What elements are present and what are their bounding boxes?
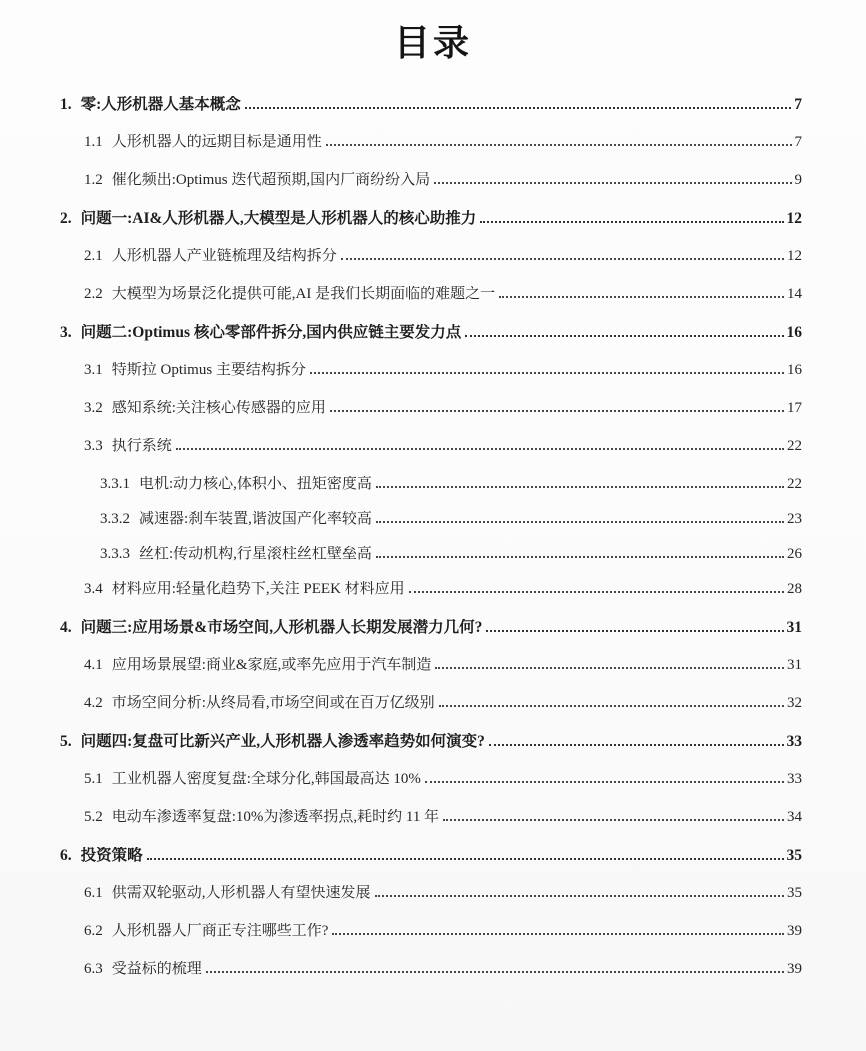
toc-entry[interactable] xyxy=(60,695,802,712)
toc-leader-dots xyxy=(486,629,783,632)
toc-entry-number: 6.1 xyxy=(84,885,103,901)
toc-entry-page: 17 xyxy=(787,400,802,416)
toc-entry-number: 3.2 xyxy=(84,400,103,416)
toc-entry-page: 32 xyxy=(787,695,802,711)
toc-leader-dots xyxy=(330,409,784,412)
toc-leader-dots xyxy=(409,590,784,593)
toc-entry-page: 22 xyxy=(787,438,802,454)
toc-entry[interactable] xyxy=(60,771,802,788)
toc-entry-page: 9 xyxy=(794,172,802,188)
toc-leader-dots xyxy=(147,857,784,860)
toc-entry-label: 丝杠:传动机构,行星滚柱丝杠壁垒高 xyxy=(139,546,372,562)
toc-entry-page: 16 xyxy=(786,324,802,341)
toc-leader-dots xyxy=(439,704,784,707)
toc-entry[interactable] xyxy=(60,210,802,227)
toc-leader-dots xyxy=(376,520,784,523)
toc-entry-number: 3.3.3 xyxy=(100,546,130,562)
toc-entry[interactable] xyxy=(60,657,802,674)
toc-entry-number: 3.1 xyxy=(84,362,103,378)
toc-entry-label: 市场空间分析:从终局看,市场空间或在百万亿级别 xyxy=(111,695,435,711)
toc-entry-number: 1. xyxy=(60,96,72,113)
toc-entry-number: 1.1 xyxy=(84,134,103,150)
toc-entry[interactable] xyxy=(60,400,802,417)
toc-entry[interactable] xyxy=(60,248,802,265)
toc-entry-page: 7 xyxy=(794,96,802,113)
toc-entry[interactable] xyxy=(60,324,802,341)
toc-entry-label: 感知系统:关注核心传感器的应用 xyxy=(111,400,326,416)
toc-entry-page: 31 xyxy=(786,619,802,636)
toc-entry[interactable] xyxy=(60,96,802,113)
toc-entry-page: 33 xyxy=(786,733,802,750)
toc-entry-number: 3.4 xyxy=(84,581,103,597)
toc-entry-label: 工业机器人密度复盘:全球分化,韩国最高达 10% xyxy=(111,771,421,787)
toc-entry-label: 人形机器人产业链梳理及结构拆分 xyxy=(111,248,337,264)
toc-entry-page: 7 xyxy=(794,134,802,150)
toc-leader-dots xyxy=(332,932,784,935)
toc-entry[interactable] xyxy=(60,511,802,528)
toc-entry-number: 4.2 xyxy=(84,695,103,711)
toc-entry-label: 人形机器人厂商正专注哪些工作? xyxy=(111,923,329,939)
toc-entry-number: 3. xyxy=(60,324,72,341)
toc-leader-dots xyxy=(499,295,784,298)
toc-entry[interactable] xyxy=(60,134,802,151)
toc-entry-page: 35 xyxy=(787,885,802,901)
toc-entry-page: 16 xyxy=(787,362,802,378)
toc-entry[interactable] xyxy=(60,809,802,826)
toc-entry-page: 33 xyxy=(787,771,802,787)
toc-entry-page: 31 xyxy=(787,657,802,673)
toc-entry-label: 人形机器人的远期目标是通用性 xyxy=(111,134,322,150)
toc-entry-number: 3.3.2 xyxy=(100,511,130,527)
toc-entry-label: 大模型为场景泛化提供可能,AI 是我们长期面临的难题之一 xyxy=(111,286,496,302)
toc-entry-page: 35 xyxy=(786,847,802,864)
toc-entry-label: 电机:动力核心,体积小、扭矩密度高 xyxy=(139,476,372,492)
table-of-contents xyxy=(0,96,866,978)
toc-entry-label: 供需双轮驱动,人形机器人有望快速发展 xyxy=(111,885,371,901)
toc-entry-label: 问题一:AI&人形机器人,大模型是人形机器人的核心助推力 xyxy=(80,210,477,227)
toc-entry-label: 特斯拉 Optimus 主要结构拆分 xyxy=(111,362,306,378)
toc-leader-dots xyxy=(376,485,784,488)
toc-leader-dots xyxy=(435,666,784,669)
toc-entry-label: 零:人形机器人基本概念 xyxy=(80,96,241,113)
toc-entry-number: 6.2 xyxy=(84,923,103,939)
toc-entry-page: 14 xyxy=(787,286,802,302)
toc-entry[interactable] xyxy=(60,476,802,493)
toc-leader-dots xyxy=(425,780,784,783)
toc-entry-page: 28 xyxy=(787,581,802,597)
toc-entry-number: 6. xyxy=(60,847,72,864)
toc-entry-page: 12 xyxy=(787,248,802,264)
toc-entry[interactable] xyxy=(60,286,802,303)
toc-entry-page: 39 xyxy=(787,923,802,939)
toc-leader-dots xyxy=(176,447,784,450)
toc-leader-dots xyxy=(465,334,783,337)
toc-entry-number: 4. xyxy=(60,619,72,636)
toc-entry-number: 2. xyxy=(60,210,72,227)
toc-leader-dots xyxy=(310,371,784,374)
toc-entry-label: 材料应用:轻量化趋势下,关注 PEEK 材料应用 xyxy=(111,581,405,597)
toc-entry-number: 5.2 xyxy=(84,809,103,825)
toc-leader-dots xyxy=(375,894,784,897)
toc-entry-number: 6.3 xyxy=(84,961,103,977)
toc-leader-dots xyxy=(443,818,784,821)
toc-leader-dots xyxy=(434,181,791,184)
toc-entry-label: 问题二:Optimus 核心零部件拆分,国内供应链主要发力点 xyxy=(80,324,462,341)
toc-entry-number: 4.1 xyxy=(84,657,103,673)
toc-entry[interactable] xyxy=(60,923,802,940)
toc-entry-number: 3.3.1 xyxy=(100,476,130,492)
toc-entry[interactable] xyxy=(60,581,802,598)
toc-entry-label: 受益标的梳理 xyxy=(111,961,202,977)
toc-entry[interactable] xyxy=(60,546,802,563)
toc-entry-number: 2.1 xyxy=(84,248,103,264)
toc-entry-page: 12 xyxy=(786,210,802,227)
toc-entry-label: 投资策略 xyxy=(80,847,143,864)
toc-entry[interactable] xyxy=(60,733,802,750)
toc-entry-label: 问题三:应用场景&市场空间,人形机器人长期发展潜力几何? xyxy=(80,619,483,636)
toc-entry[interactable] xyxy=(60,961,802,978)
toc-entry[interactable] xyxy=(60,438,802,455)
toc-entry-page: 39 xyxy=(787,961,802,977)
toc-entry-number: 1.2 xyxy=(84,172,103,188)
toc-entry[interactable] xyxy=(60,362,802,379)
toc-entry-label: 减速器:刹车装置,谐波国产化率较高 xyxy=(139,511,372,527)
toc-leader-dots xyxy=(376,555,784,558)
toc-entry-label: 执行系统 xyxy=(111,438,172,454)
toc-entry-page: 22 xyxy=(787,476,802,492)
toc-leader-dots xyxy=(326,143,792,146)
toc-entry-label: 应用场景展望:商业&家庭,或率先应用于汽车制造 xyxy=(111,657,432,673)
toc-entry-number: 5. xyxy=(60,733,72,750)
toc-entry-label: 电动车渗透率复盘:10%为渗透率拐点,耗时约 11 年 xyxy=(111,809,440,825)
page-title: 目录 xyxy=(393,23,472,63)
toc-leader-dots xyxy=(341,257,784,260)
toc-entry[interactable] xyxy=(60,619,802,636)
toc-leader-dots xyxy=(489,743,784,746)
toc-entry-number: 2.2 xyxy=(84,286,103,302)
toc-entry-label: 催化频出:Optimus 迭代超预期,国内厂商纷纷入局 xyxy=(111,172,431,188)
toc-entry[interactable] xyxy=(60,847,802,864)
toc-entry[interactable] xyxy=(60,172,802,189)
toc-leader-dots xyxy=(206,970,784,973)
toc-entry-label: 问题四:复盘可比新兴产业,人形机器人渗透率趋势如何演变? xyxy=(80,733,485,750)
toc-entry-number: 5.1 xyxy=(84,771,103,787)
toc-entry-page: 34 xyxy=(787,809,802,825)
toc-leader-dots xyxy=(245,106,791,109)
toc-entry-page: 26 xyxy=(787,546,802,562)
toc-entry-page: 23 xyxy=(787,511,802,527)
toc-entry[interactable] xyxy=(60,885,802,902)
toc-leader-dots xyxy=(480,220,783,223)
toc-entry-number: 3.3 xyxy=(84,438,103,454)
